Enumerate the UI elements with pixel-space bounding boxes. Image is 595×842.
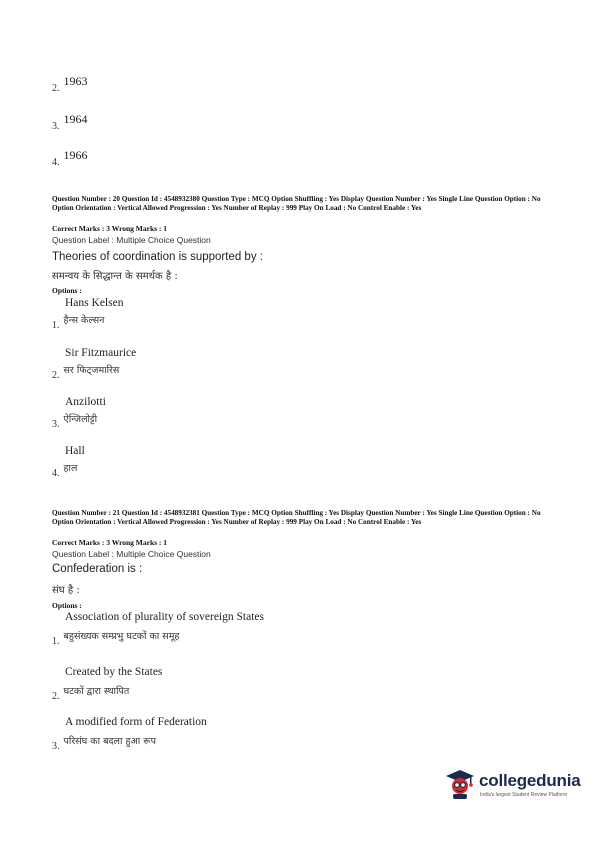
option-number: 3. [52,121,60,132]
option-text-en: Created by the States [65,666,163,678]
question-21-text-en: Confederation is : [52,563,143,575]
option-text-en: Sir Fitzmaurice [65,347,137,359]
question-21-label: Question Label : Multiple Choice Question [52,549,211,559]
option-number: 1. [52,636,60,647]
option-text-hi: बहुसंख्यक सम्प्रभु घटकों का समूह [63,631,180,642]
question-20-options-label: Options : [52,286,82,295]
question-20-meta: Question Number : 20 Question Id : 4548932380 Question Type : MCQ Option Shuffling : Yes Display Question Number : Yes Single Line Question Option : No Option Orientation : Vertical Allowed Progression : Yes Number of Replay : 999 Play On Load : No Control Enable : Yes [52,195,541,212]
q21-option-3[interactable] [52,716,207,752]
q20-option-1[interactable] [52,297,124,331]
question-21-meta: Question Number : 21 Question Id : 4548932381 Question Type : MCQ Option Shuffling : Yes Display Question Number : Yes Single Line Question Option : No Option Orientation : Vertical Allowed Progression : Yes Number of Replay : 999 Play On Load : No Control Enable : Yes [52,509,541,526]
option-number: 4. [52,157,60,168]
option-number: 3. [52,741,60,752]
question-20-text-hi: समन्वय के सिद्धान्त के समर्थक है : [52,271,178,282]
question-21-text-hi: संघ है : [52,585,80,596]
question-20-label: Question Label : Multiple Choice Question [52,235,211,245]
graduate-mascot-icon [443,767,477,801]
option-text-hi: घटकों द्वारा स्थापित [63,686,130,697]
option-number: 4. [52,468,60,479]
option-text: 1964 [63,112,88,126]
option-text-en: Hall [65,445,85,457]
option-text-hi: हाल [63,463,78,474]
option-text: 1963 [63,74,88,88]
logo-wordmark: collegedunia [479,771,581,790]
option-text-hi: हैन्स केल्सन [63,315,105,326]
option-text-hi: सर फिट्जमारिस [63,365,120,376]
collegedunia-logo [443,765,583,805]
question-20-text-en: Theories of coordination is supported by : [52,251,263,263]
option-text-en: Association of plurality of sovereign States [65,611,264,623]
option-text-en: Hans Kelsen [65,297,124,309]
option-text-en: Anzilotti [65,396,106,408]
option-number: 2. [52,370,60,381]
option-number: 3. [52,419,60,430]
option-text: 1966 [63,148,88,162]
q20-option-3[interactable] [52,396,106,430]
q21-option-1[interactable] [52,611,264,647]
prev-option-4 [52,146,88,168]
option-number: 1. [52,320,60,331]
option-number: 2. [52,83,60,94]
prev-option-3 [52,110,88,132]
option-text-en: A modified form of Federation [65,716,207,728]
q20-option-4[interactable] [52,445,85,479]
logo-tagline: India's largest Student Review Platform [480,792,568,798]
option-text-hi: ऐन्जिलोट्टी [63,414,98,425]
option-number: 2. [52,691,60,702]
question-21-marks: Correct Marks : 3 Wrong Marks : 1 [52,538,168,547]
question-20-marks: Correct Marks : 3 Wrong Marks : 1 [52,224,168,233]
option-text-hi: परिसंघ का बदला हुआ रूप [63,736,157,747]
q21-option-2[interactable] [52,666,163,702]
prev-option-2 [52,72,88,94]
q20-option-2[interactable] [52,347,137,381]
question-21-options-label: Options : [52,601,82,610]
